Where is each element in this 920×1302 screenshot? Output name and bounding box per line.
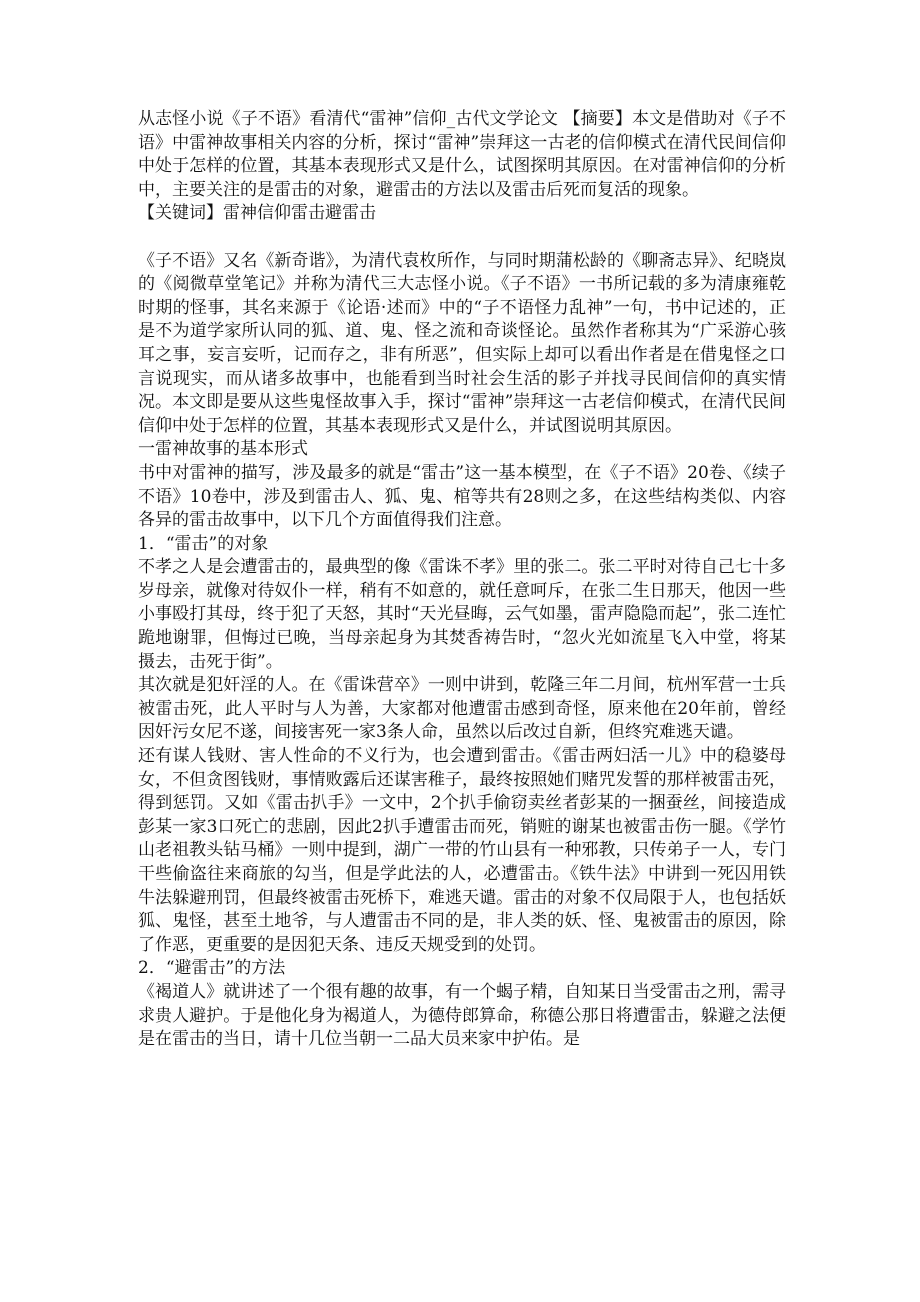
- paragraph: 《褐道人》就讲述了一个很有趣的故事，有一个蝎子精，自知某日当受雷击之刑，需寻求贵人避护。于是他化身为褐道人，为德侍郎算命，称德公那日将遭雷击，躲避之法便是在雷击的当日，请十几位当朝一二品大员来家中护佑。是: [138, 981, 786, 1050]
- paragraph: 还有谋人钱财、害人性命的不义行为，也会遭到雷击。《雷击两妇活一儿》中的稳婆母女，不但贪图钱财，事情败露后还谋害稚子，最终按照她们赌咒发誓的那样被雷击死，得到惩罚。又如《雷击扒手》一文中，2个扒手偷窃卖丝者彭某的一捆蚕丝，间接造成彭某一家3口死亡的悲剧，因此2扒手遭雷击而死，销赃的谢某也被雷击伤一腿。《学竹山老祖教头钻马桶》一则中提到，湖广一带的竹山县有一种邪教，只传弟子一人，专门干些偷盗往来商旅的勾当，但是学此法的人，必遭雷击。《铁牛法》中讲到一死囚用铁牛法躲避刑罚，但最终被雷击死桥下，难逃天谴。雷击的对象不仅局限于人，也包括妖狐、鬼怪，甚至土地爷，与人遭雷击不同的是，非人类的妖、怪、鬼被雷击的原因，除了作恶，更重要的是因犯天条、违反天规受到的处罚。: [138, 746, 786, 955]
- intro-abstract: 从志怪小说《子不语》看清代“雷神”信仰_古代文学论文 【摘要】本文是借助对《子不语》中雷神故事相关内容的分析，探讨“雷神”崇拜这一古老的信仰模式在清代民间信仰中处于怎样的位置，其基本表现形式又是什么，试图探明其原因。在对雷神信仰的分析中，主要关注的是雷击的对象，避雷击的方法以及雷击后死而复活的现象。: [138, 109, 786, 200]
- paragraph: 不孝之人是会遭雷击的，最典型的像《雷诛不孝》里的张二。张二平时对待自己七十多岁母亲，就像对待奴仆一样，稍有不如意的，就任意呵斥，在张二生日那天，他因一些小事殴打其母，终于犯了天怒，其时“天光昼晦，云气如墨，雷声隐隐而起”，张二连忙跪地谢罪，但悔过已晚，当母亲起身为其焚香祷告时，“忽火光如流星飞入中堂，将某摄去，击死于街”。: [138, 557, 786, 672]
- document-page: [138, 108, 786, 1052]
- paragraph: 《子不语》又名《新奇谐》，为清代袁枚所作，与同时期蒲松龄的《聊斋志异》、纪晓岚的《阅微草堂笔记》并称为清代三大志怪小说。《子不语》一书所记载的多为清康雍乾时期的怪事，其名来源于《论语·述而》中的“子不语怪力乱神”一句，书中记述的，正是不为道学家所认同的狐、道、鬼、怪之流和奇谈怪论。虽然作者称其为“广采游心骇耳之事，妄言妄听，记而存之，非有所恶”，但实际上却可以看出作者是在借鬼怪之口言说现实，而从诸多故事中，也能看到当时社会生活的影子并找寻民间信仰的真实情况。本文即是要从这些鬼怪故事入手，探讨“雷神”崇拜这一古老信仰模式，在清代民间信仰中处于怎样的位置，其基本表现形式又是什么，并试图说明其原因。: [138, 250, 786, 436]
- subsection-heading: 1．“雷击”的对象: [138, 533, 269, 554]
- paragraph: 书中对雷神的描写，涉及最多的就是“雷击”这一基本模型，在《子不语》20卷、《续子不语》10卷中，涉及到雷击人、狐、鬼、棺等共有28则之多，在这些结构类似、内容各异的雷击故事中，以下几个方面值得我们注意。: [138, 462, 786, 531]
- subsection-heading: 2．“避雷击”的方法: [138, 958, 286, 979]
- paragraph: 其次就是犯奸淫的人。在《雷诛营卒》一则中讲到，乾隆三年二月间，杭州军营一士兵被雷击死，此人平时与人为善，大家都对他遭雷击感到奇怪，原来他在20年前，曾经因奸污女尼不遂，间接害死一家3条人命，虽然以后改过自新，但终究难逃天谴。: [138, 675, 786, 743]
- keywords: 【关键词】雷神信仰雷击避雷击: [138, 203, 376, 224]
- section-heading: 一雷神故事的基本形式: [138, 439, 308, 460]
- blank-line: [138, 226, 786, 250]
